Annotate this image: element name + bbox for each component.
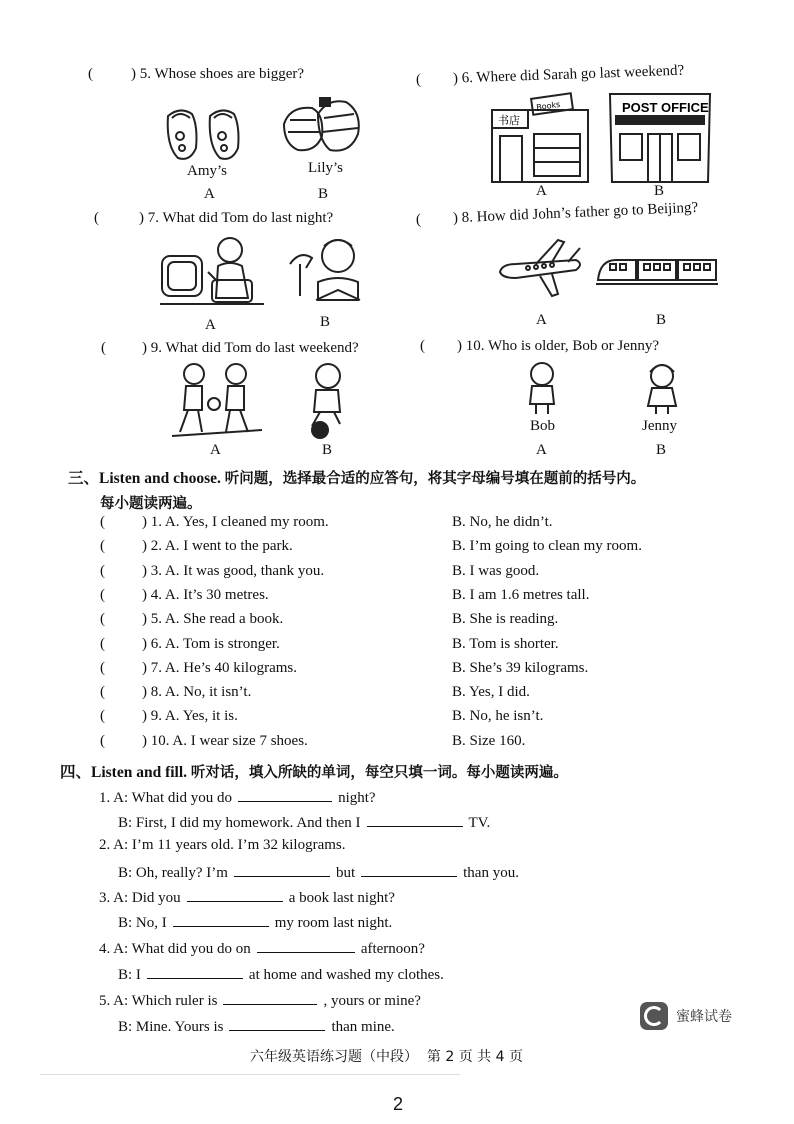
option-b-text: B. She’s 39 kilograms.	[452, 660, 589, 676]
option-b-text: B. Tom is shorter.	[452, 636, 559, 652]
fill-line-5b: B: Mine. Yours is than mine.	[118, 1016, 395, 1036]
question-text: ) 9. What did Tom do last weekend?	[142, 340, 359, 356]
fill-line-4a: 4. A: What did you do on afternoon?	[99, 938, 425, 958]
caption-bob: Bob	[530, 418, 556, 434]
section-3-instruction-line-2: 每小题读两遍。	[100, 496, 202, 512]
option-b-text: B. Yes, I did.	[452, 684, 530, 700]
option-a-text: ) 1. A. Yes, I cleaned my room.	[142, 514, 329, 530]
question-text: ) 10. Who is older, Bob or Jenny?	[457, 338, 660, 354]
answer-blank[interactable]	[223, 990, 317, 1005]
answer-paren[interactable]: (	[94, 210, 99, 226]
adult-sandals-illustration	[280, 94, 366, 162]
kid-shoes-illustration	[160, 96, 250, 166]
playing-football-illustration	[302, 362, 362, 440]
question-9	[101, 340, 359, 357]
option-a-text: ) 5. A. She read a book.	[142, 611, 284, 627]
answer-paren[interactable]: (	[100, 733, 105, 749]
fill-line-1a: 1. A: What did you do night?	[99, 787, 376, 807]
watching-tv-illustration	[158, 232, 268, 318]
caption-jenny: Jenny	[642, 418, 677, 434]
question-5	[88, 66, 304, 83]
answer-paren[interactable]: (	[100, 636, 105, 652]
option-a-text: ) 2. A. I went to the park.	[142, 538, 293, 554]
option-b-label: B	[320, 314, 331, 330]
section-title: 三、Listen and choose.	[68, 470, 221, 487]
bookstore-sign: 书店	[498, 114, 520, 127]
watermark-logo-icon	[640, 1002, 668, 1030]
option-b-text: B. I was good.	[452, 563, 540, 579]
option-a-label: A	[536, 442, 547, 458]
option-a-text: ) 6. A. Tom is stronger.	[142, 636, 280, 652]
option-a-label: A	[536, 183, 547, 199]
option-b-text: B. No, he isn’t.	[452, 708, 544, 724]
fill-line-4b: B: I at home and washed my clothes.	[118, 964, 444, 984]
caption-lilys: Lily’s	[308, 160, 344, 176]
question-10	[420, 338, 659, 355]
answer-blank[interactable]	[257, 938, 355, 953]
section-instruction: 听对话，填入所缺的单词，每空只填一词。每小题读两遍。	[190, 765, 568, 781]
boy-bob-illustration	[522, 360, 562, 416]
watermark-text: 蜜蜂试卷	[676, 1009, 732, 1025]
option-b-text: B. She is reading.	[452, 611, 559, 627]
question-text: ) 5. Whose shoes are bigger?	[131, 66, 304, 82]
option-a-label: A	[204, 186, 215, 202]
question-text: ) 7. What did Tom do last night?	[139, 210, 334, 226]
option-a-text: ) 3. A. It was good, thank you.	[142, 563, 325, 579]
fill-line-3a: 3. A: Did you a book last night?	[99, 887, 395, 907]
option-b-label: B	[656, 312, 667, 328]
reading-book-illustration	[286, 234, 370, 310]
answer-paren[interactable]: (	[415, 71, 422, 88]
option-a-text: ) 7. A. He’s 40 kilograms.	[142, 660, 297, 676]
option-a-text: ) 4. A. It’s 30 metres.	[142, 587, 269, 603]
option-b-text: B. I am 1.6 metres tall.	[452, 587, 590, 603]
option-a-text: ) 8. A. No, it isn’t.	[142, 684, 252, 700]
answer-blank[interactable]	[147, 964, 243, 979]
option-b-label: B	[318, 186, 329, 202]
question-text: ) 6. Where did Sarah go last weekend?	[452, 62, 685, 87]
train-illustration	[596, 250, 720, 290]
section-instruction: 听问题，选择最合适的应答句，将其字母编号填在题前的括号内。	[224, 471, 646, 487]
answer-blank[interactable]	[234, 862, 330, 877]
question-6	[416, 63, 685, 89]
answer-paren[interactable]: (	[100, 660, 105, 676]
answer-paren[interactable]: (	[100, 684, 105, 700]
answer-blank[interactable]	[187, 887, 283, 902]
post-office-sign: POST OFFICE	[622, 100, 709, 115]
answer-blank[interactable]	[367, 812, 463, 827]
option-a-text: ) 9. A. Yes, it is.	[142, 708, 238, 724]
option-a-label: A	[205, 317, 216, 333]
question-7	[94, 210, 333, 227]
option-b-label: B	[322, 442, 333, 458]
answer-paren[interactable]: (	[100, 514, 105, 530]
option-a-label: A	[210, 442, 221, 458]
fill-line-2b: B: Oh, really? I’m but than you.	[118, 862, 519, 882]
books-sign: Books	[535, 99, 561, 113]
answer-blank[interactable]	[229, 1016, 325, 1031]
question-text: ) 8. How did John’s father go to Beijing?	[452, 199, 699, 227]
option-b-text: B. Size 160.	[452, 733, 526, 749]
answer-paren[interactable]: (	[100, 538, 105, 554]
answer-paren[interactable]: (	[100, 563, 105, 579]
fill-line-1b: B: First, I did my homework. And then I TV.	[118, 812, 490, 832]
fill-line-2a: 2. A: I’m 11 years old. I’m 32 kilograms.	[99, 837, 346, 853]
section-4-header	[60, 760, 568, 782]
answer-paren[interactable]: (	[88, 66, 93, 82]
answer-blank[interactable]	[238, 787, 332, 802]
airplane-illustration	[496, 236, 586, 300]
playing-basketball-illustration	[166, 360, 266, 440]
footer-divider	[40, 1074, 460, 1075]
caption-amys: Amy’s	[187, 163, 228, 179]
option-b-text: B. No, he didn’t.	[452, 514, 553, 530]
option-a-label: A	[536, 312, 547, 328]
page-footer: 六年级英语练习题（中段） 第 2 页 共 4 页	[250, 1049, 523, 1065]
option-b-label: B	[656, 442, 667, 458]
option-b-text: B. I’m going to clean my room.	[452, 538, 642, 554]
section-title: 四、Listen and fill.	[60, 764, 188, 781]
answer-blank[interactable]	[173, 912, 269, 927]
answer-blank[interactable]	[361, 862, 457, 877]
answer-paren[interactable]: (	[101, 340, 106, 356]
post-office-illustration	[608, 90, 712, 184]
section-3-header	[68, 466, 645, 488]
answer-paren[interactable]: (	[100, 708, 105, 724]
question-8	[416, 200, 699, 229]
answer-paren[interactable]: (	[420, 338, 425, 354]
watermark	[640, 1002, 732, 1030]
fill-line-3b: B: No, I my room last night.	[118, 912, 392, 932]
option-a-text: ) 10. A. I wear size 7 shoes.	[142, 733, 308, 749]
bookstore-illustration	[488, 92, 592, 184]
answer-paren[interactable]: (	[415, 211, 422, 228]
answer-paren[interactable]: (	[100, 587, 105, 603]
option-b-label: B	[654, 183, 665, 199]
answer-paren[interactable]: (	[100, 611, 105, 627]
girl-jenny-illustration	[642, 360, 682, 416]
page-number: 2	[393, 1094, 404, 1114]
fill-line-5a: 5. A: Which ruler is , yours or mine?	[99, 990, 421, 1010]
